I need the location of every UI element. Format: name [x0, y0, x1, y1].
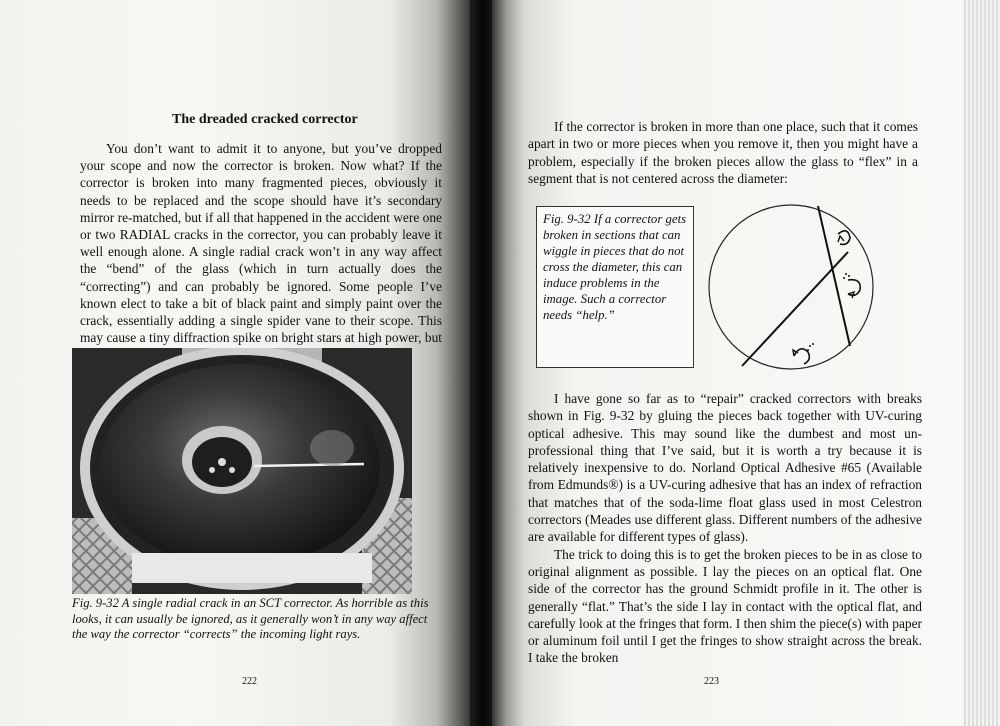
corrector-photo [72, 348, 412, 594]
left-body-text [80, 140, 442, 364]
right-page [492, 0, 962, 726]
crack-line-short [818, 206, 850, 346]
corrector-outline [709, 205, 873, 369]
page-number-left: 222 [242, 676, 257, 687]
right-paragraph-2: I have gone so far as to “repair” cracked correctors with breaks shown in Fig. 9-32 by gluing the pieces back together with UV-curing optical adhesive. This may sound like the dumbest and most un-professional thing that I’ve said, but it is worth a try because it is relatively inexpensive to do. Norland Optical Adhesive #65 (Available from Edmunds®) is a UV-curing adhesive that has an index of refraction that matches that of the soda-lime float glass used in most Celestron correctors (Meades use different glass. Different numbers of the adhesive are available for different types of glass). [528, 391, 922, 545]
cracked-corrector-diagram [698, 194, 884, 380]
section-heading: The dreaded cracked corrector [172, 112, 358, 127]
right-paragraph-1: If the corrector is broken in more than one place, such that it comes apart in two or more pieces when you remove it, then you might have a problem, especially if the broken pieces allow the glass to “flex” in a segment that is not centered across the diameter: [528, 119, 918, 187]
right-paragraph-3: The trick to doing this is to get the broken pieces to be in as close to original alignment as possible. I lay the pieces on an optical flat. One side of the corrector has the ground Schmidt profile in it. The other is generally “flat.” That’s the side I lay in contact with the optical flat, and carefully look at the fringes that form. I then shim the piece(s) with paper or aluminum foil until I get the fringes to show straight across the break. I take the broken [528, 546, 922, 666]
right-body-text-bottom [528, 390, 922, 667]
flex-arrow-icon [794, 349, 809, 364]
left-paragraph: You don’t want to admit it to anyone, but you’ve dropped your scope and now the corrector is broken. Now what? If the corrector is broken into many fragmented pieces, obviously it needs to be replaced and the scope should have it’s secondary mirror re-matched, but if all that happened in the accident were one or two RADIAL cracks in the corrector, you can probably leave it well enough alone. A single radial crack won’t in any way affect the “bend” of the glass (which in turn actually does the “correcting”) and can probably be ignored. Some people I’ve known elect to take a bit of black paint and simply paint over the crack, essentially adding a single spider vane to their scope. This may cause a tiny diffraction spike on bright stars at high power, but [80, 141, 442, 346]
page-edges [962, 0, 1000, 726]
page-number-right: 223 [704, 676, 719, 687]
left-page [0, 0, 475, 726]
figure-caption-text: Fig. 9-32 If a corrector gets broken in sections that can wiggle in pieces that do not cross the diameter, this can induce problems in the image. Such a corrector needs “help.” [543, 212, 687, 322]
photo-caption: Fig. 9-32 A single radial crack in an SCT corrector. As horrible as this looks, it can usually be ignored, as it generally won’t in any way affect the way the corrector “corrects” the incoming light rays. [72, 596, 429, 641]
figure-caption-box [536, 206, 694, 368]
corrector-photo-illustration [72, 348, 412, 594]
right-body-text-top [528, 118, 918, 188]
